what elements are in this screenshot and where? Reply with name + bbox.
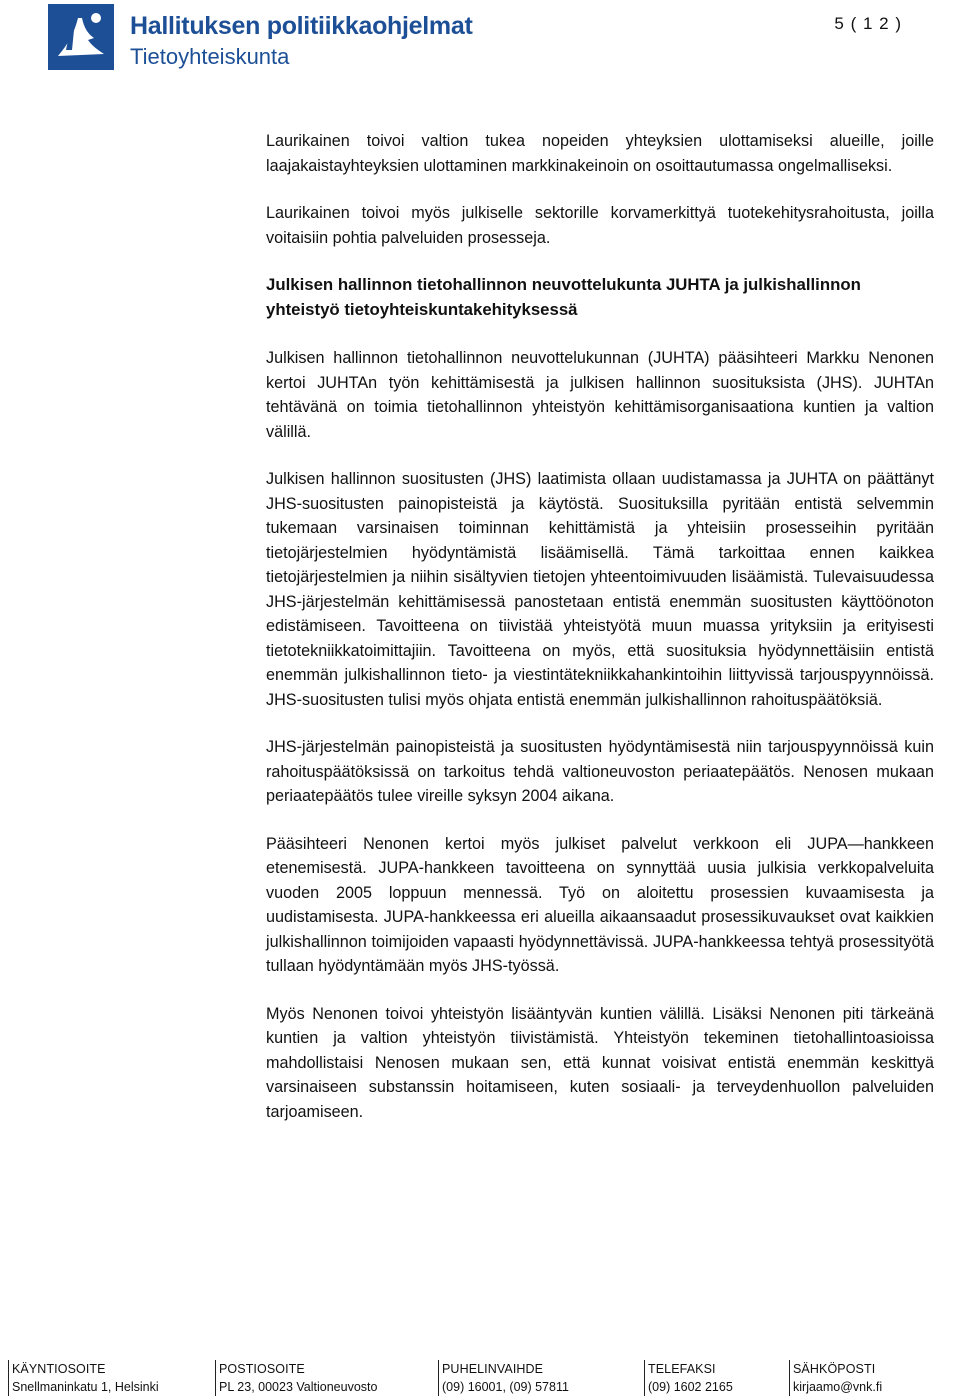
footer: [8, 1360, 952, 1398]
page-number: 5 ( 1 2 ): [834, 14, 902, 33]
footer-visit-address: [8, 1360, 159, 1396]
paragraph-6: Pääsihteeri Nenonen kertoi myös julkiset palvelut verkkoon eli JUPA—hankkeen etenemisestä. JUPA-hankkeen tavoitteena on synnyttää uusia julkisia verkkopalveluita vuoden 2005 loppuun mennessä. Työ on aloitettu prosessien kuvaamisesta ja uudistamisesta. JUPA-hankkeessa eri alueilla aikaansaadut prosessikuvaukset ovat kaikkien julkishallinnon toimijoiden vapaasti hyödynnettävissä. JUPA-hankkeessa tehtyä prosessityötä tullaan hyödyntämään myös JHS-työssä.: [266, 834, 934, 975]
paragraph-1: Laurikainen toivoi valtion tukea nopeiden yhteyksien ulottamiseksi alueille, joille laajakaistayhteyksien ulottaminen markkinakeinoin on osoittautumassa ongelmalliseksi.: [266, 132, 934, 175]
footer-post-value: PL 23, 00023 Valtioneuvosto: [219, 1380, 378, 1394]
footer-fax-label: TELEFAKSI: [648, 1362, 716, 1376]
org-name: Hallituksen politiikkaohjelmat: [130, 12, 473, 40]
footer-email-value[interactable]: kirjaamo@vnk.fi: [793, 1380, 883, 1394]
footer-email: [789, 1360, 882, 1396]
paragraph-5: JHS-järjestelmän painopisteistä ja suositusten hyödyntämisestä niin tarjouspyynnöissä kuin rahoituspäätöksissä on tarkoitus tehdä valtioneuvoston periaatepäätös. Nenosen mukaan periaatepäätös tulee vireille syksyn 2004 aikana.: [266, 738, 934, 805]
paragraph-2: Laurikainen toivoi myös julkiselle sektorille korvamerkittyä tuotekehitysrahoitusta, joilla voitaisiin pohtia palveluiden prosesseja.: [266, 204, 934, 247]
footer-phone: [438, 1360, 569, 1396]
footer-visit-label: KÄYNTIOSOITE: [12, 1362, 106, 1376]
logo-mark-icon: [48, 4, 114, 70]
footer-email-label: SÄHKÖPOSTI: [793, 1362, 876, 1376]
footer-visit-value: Snellmaninkatu 1, Helsinki: [12, 1380, 159, 1394]
paragraph-4: Julkisen hallinnon suositusten (JHS) laatimista ollaan uudistamassa ja JUHTA on päättänyt JHS-suositusten painopisteistä ja käytöstä. Suosituksilla pyritään entistä selvemmin tukemaan varsinaisen toiminnan kehittämistä ja yhteisiin prosesseihin pyritään tietojärjestelmien hyödyntämistä lisäämisellä. Tämä tarkoittaa ennen kaikkea tietojärjestelmien ja niihin sisältyvien tietojen yhteentoimivuuden lisäämistä. Tulevaisuudessa JHS-järjestelmän kehittämisessä panostetaan entistä enemmän suositusten käyttöönoton edistämiseen. Tavoitteena on tiivistää yhteistyötä muun muassa yrityksiin ja erityisesti tietotekniikkatoimittajiin. Tavoitteena on myös, että suosituksia hyödynnettäisiin entistä enemmän julkishallinnon tieto- ja viestintätekniikkahankintoihin liittyvissä tarjouspyynnöissä. JHS-suositusten tulisi myös ohjata entistä enemmän julkishallinnon rahoituspäätöksiä.: [266, 470, 934, 709]
footer-post-address: [215, 1360, 377, 1396]
paragraph-3: Julkisen hallinnon tietohallinnon neuvottelukunnan (JUHTA) pääsihteeri Markku Nenonen kertoi JUHTAn työn kehittämisestä ja julkisen hallinnon suosituksista (JHS). JUHTAn tehtävänä on toimia tietohallinnon yhteistyön kehittämisorganisaationa kuntien ja valtion välillä.: [266, 349, 934, 441]
logo: [48, 4, 473, 70]
program-name: Tietoyhteiskunta: [130, 44, 290, 69]
paragraph-7: Myös Nenonen toivoi yhteistyön lisääntyvän kuntien välillä. Lisäksi Nenonen piti tärkeänä kuntien ja valtion yhteistyön tiivistämistä. Yhteistyön tekeminen tietohallintoasioissa mahdollistaisi Nenosen mukaan sen, että kunnat voisivat entistä enemmän keskittyä varsinaiseen substanssin hoitamiseen, kuten sosiaali- ja terveydenhuollon palveluiden tarjoamiseen.: [266, 1004, 934, 1121]
footer-fax-value: (09) 1602 2165: [648, 1380, 733, 1394]
footer-post-label: POSTIOSOITE: [219, 1362, 305, 1376]
footer-phone-value: (09) 16001, (09) 57811: [442, 1380, 569, 1394]
footer-phone-label: PUHELINVAIHDE: [442, 1362, 544, 1376]
document-body: [266, 129, 934, 1147]
section-heading: Julkisen hallinnon tietohallinnon neuvottelukunta JUHTA ja julkishallinnon yhteistyö tietoyhteiskuntakehityksessä: [266, 275, 861, 319]
footer-fax: [644, 1360, 733, 1396]
